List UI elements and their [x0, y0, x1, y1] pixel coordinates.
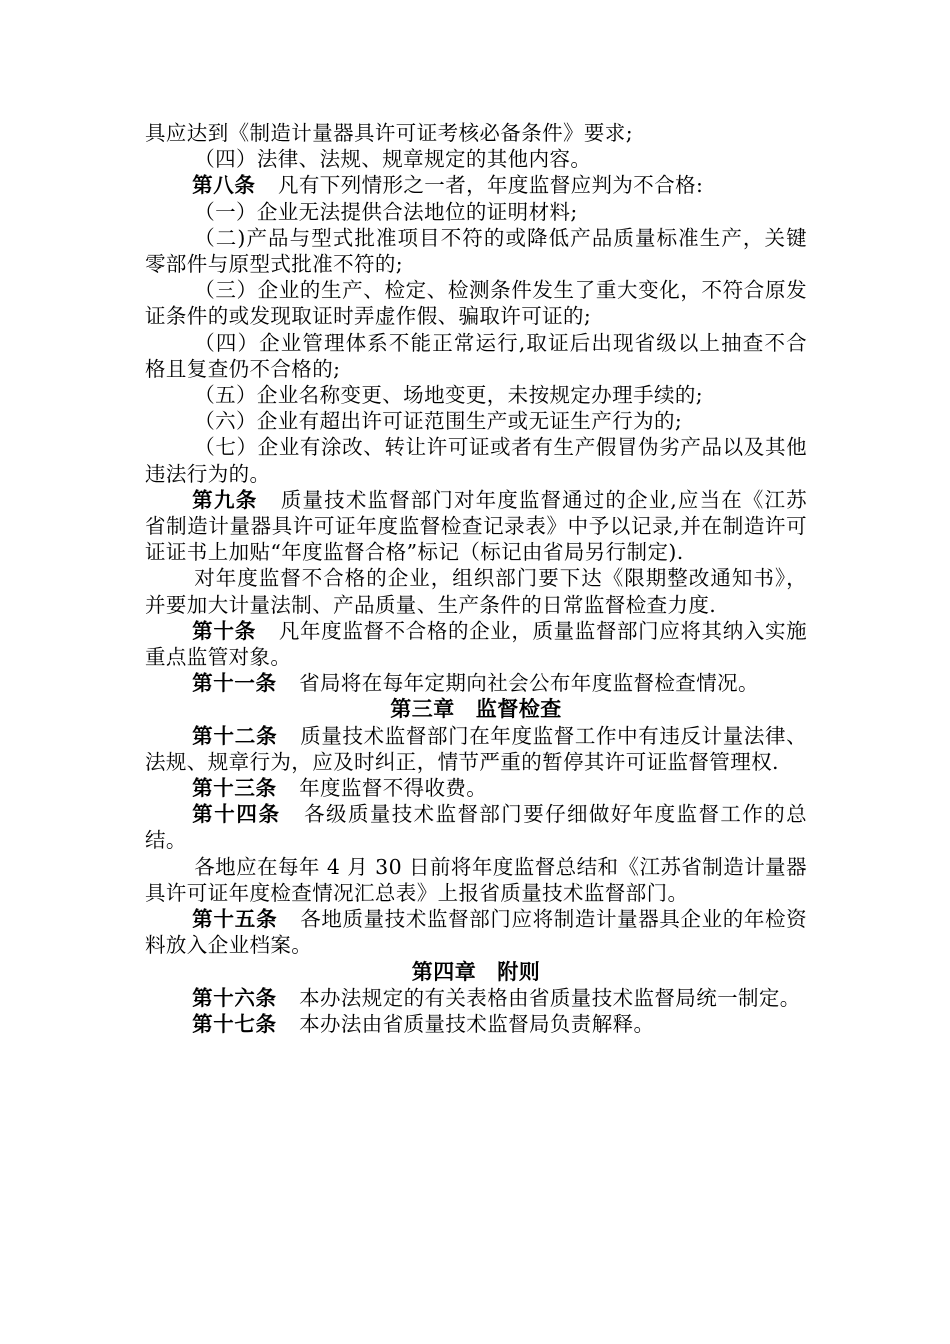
article-paragraph: [145, 487, 807, 566]
article-text: 质量技术监督部门对年度监督通过的企业,应当在《江苏省制造计量器具许可证年度监督检查记录表》中予以记录,并在制造许可证证书上加贴“年度监督合格”标记（标记由省局另行制定).: [145, 487, 807, 565]
chapter-title: 监督检查: [475, 696, 562, 722]
list-item: 对年度监督不合格的企业，组织部门要下达《限期整改通知书》，并要加大计量法制、产品质量、生产条件的日常监督检查力度.: [145, 566, 807, 617]
article-label: 第十五条: [192, 907, 278, 932]
article-paragraph: [145, 775, 807, 801]
chapter-heading: [145, 959, 807, 985]
article-text: 凡年度监督不合格的企业，质量监督部门应将其纳入实施重点监管对象。: [145, 618, 807, 670]
chapter-heading: [145, 696, 807, 722]
article-label: 第十七条: [192, 1011, 277, 1036]
article-label: 第十条: [192, 618, 257, 643]
article-label: 第九条: [192, 487, 258, 512]
article-label: 第十二条: [192, 723, 278, 748]
article-label: 第十三条: [192, 776, 277, 801]
article-paragraph: [145, 670, 807, 696]
chapter-title: 附则: [497, 958, 541, 984]
article-text: 本办法由省质量技术监督局负责解释。: [299, 1011, 655, 1036]
article-label: 第十四条: [192, 802, 281, 827]
article-paragraph: [145, 172, 807, 198]
list-item: （六）企业有超出许可证范围生产或无证生产行为的;: [194, 409, 683, 434]
article-paragraph: [145, 618, 807, 670]
article-text: 省局将在每年定期向社会公布年度监督检查情况。: [299, 671, 759, 696]
article-text: 年度监督不得收费。: [299, 776, 488, 801]
article-label: 第十一条: [192, 671, 277, 696]
list-item: （四）法律、法规、规章规定的其他内容。: [194, 147, 592, 172]
article-paragraph: [145, 985, 807, 1011]
article-paragraph: [145, 906, 807, 958]
list-item: （一）企业无法提供合法地位的证明材料;: [194, 199, 578, 224]
article-paragraph: [145, 723, 807, 775]
article-text: 各级质量技术监督部门要仔细做好年度监督工作的总结。: [145, 802, 807, 853]
article-label: 第八条: [192, 173, 256, 198]
paragraph-continuation: 具应达到《制造计量器具许可证考核必备条件》要求;: [145, 121, 634, 145]
article-paragraph: [145, 801, 807, 853]
article-text: 凡有下列情形之一者，年度监督应判为不合格:: [278, 173, 704, 198]
document-page: [145, 120, 807, 1037]
article-label: 第十六条: [192, 985, 277, 1010]
chapter-number: 第三章: [390, 696, 455, 722]
list-item: （四）企业管理体系不能正常运行,取证后出现省级以上抽查不合格且复查仍不合格的;: [145, 330, 807, 381]
article-text: 本办法规定的有关表格由省质量技术监督局统一制定。: [299, 985, 801, 1010]
chapter-number: 第四章: [411, 958, 477, 984]
list-item: 各地应在每年 4 月 30 日前将年度监督总结和《江苏省制造计量器具许可证年度检查情况汇总表》上报省质量技术监督部门。: [145, 854, 807, 905]
list-item: （三）企业的生产、检定、检测条件发生了重大变化，不符合原发证条件的或发现取证时弄虚作假、骗取许可证的;: [145, 278, 807, 329]
article-text: 各地质量技术监督部门应将制造计量器具企业的年检资料放入企业档案。: [145, 907, 807, 958]
article-paragraph: [145, 1011, 807, 1037]
article-text: 质量技术监督部门在年度监督工作中有违反计量法律、法规、规章行为，应及时纠正，情节严重的暂停其许可证监督管理权.: [145, 723, 807, 774]
list-item: （五）企业名称变更、场地变更，未按规定办理手续的;: [194, 383, 704, 408]
list-item: （七）企业有涂改、转让许可证或者有生产假冒伪劣产品以及其他违法行为的。: [145, 435, 807, 486]
list-item: （二)产品与型式批准项目不符的或降低产品质量标准生产，关键零部件与原型式批准不符的;: [145, 225, 807, 277]
